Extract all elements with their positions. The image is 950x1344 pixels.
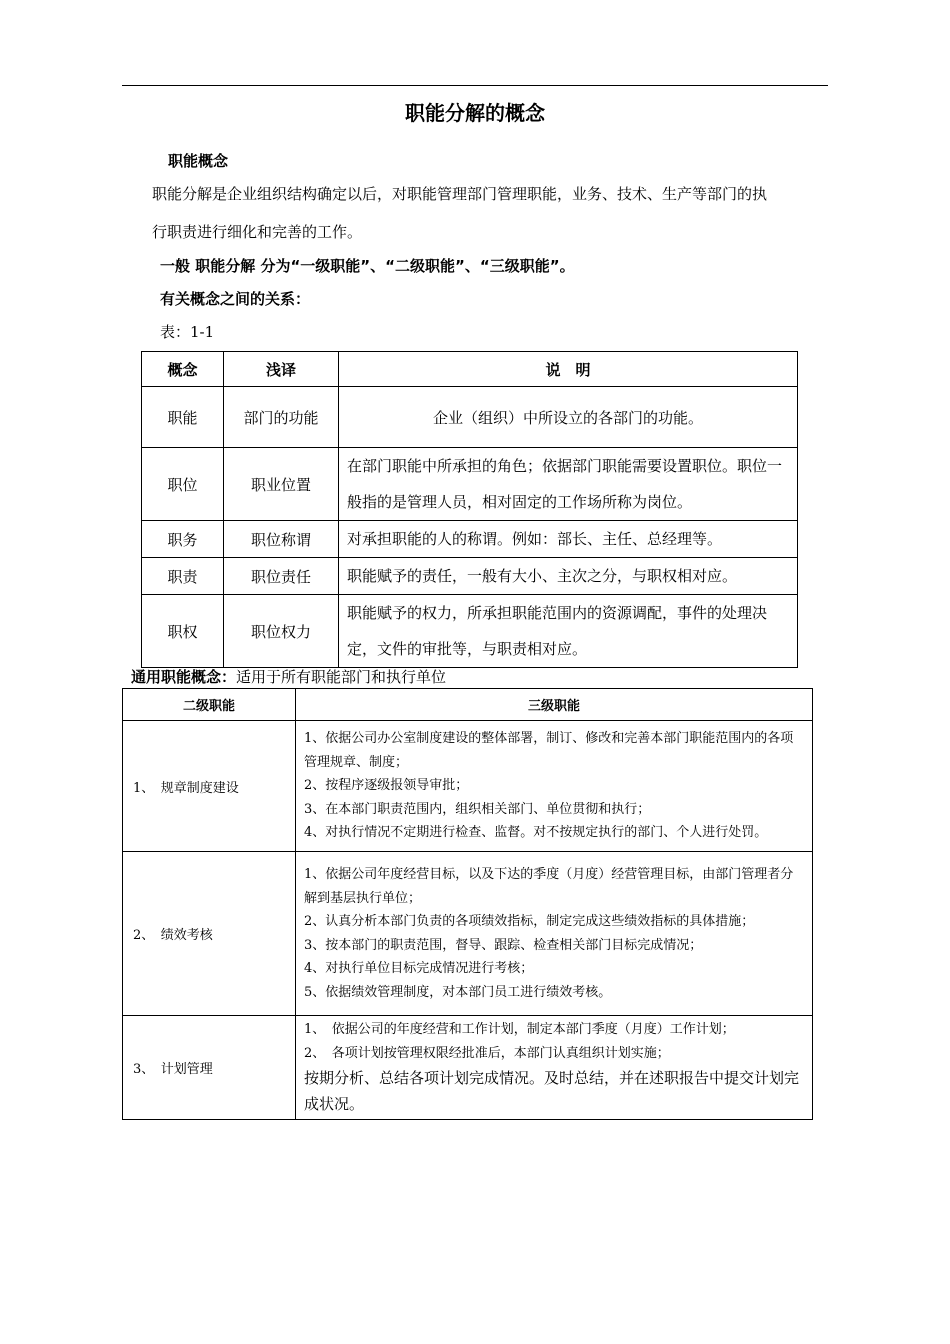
level2-cell: 3、 计划管理 bbox=[123, 1016, 296, 1120]
intro-line-2: 行职责进行细化和完善的工作。 bbox=[152, 223, 363, 241]
header-level2: 二级职能 bbox=[123, 689, 296, 721]
short-cell: 职位权力 bbox=[224, 595, 339, 668]
header-concept: 概念 bbox=[142, 352, 224, 387]
header-rule bbox=[122, 85, 828, 86]
short-cell: 职位责任 bbox=[224, 558, 339, 595]
table-row bbox=[123, 721, 813, 852]
list-item: 4、对执行情况不定期进行检查、监督。对不按规定执行的部门、个人进行处罚。 bbox=[304, 825, 768, 841]
level3-cell bbox=[296, 852, 813, 1016]
header-level3: 三级职能 bbox=[296, 689, 813, 721]
table-header-row bbox=[142, 352, 798, 387]
short-cell: 职位称谓 bbox=[224, 521, 339, 558]
level3-cell bbox=[296, 721, 813, 852]
table-row bbox=[142, 558, 798, 595]
short-cell: 部门的功能 bbox=[224, 387, 339, 448]
list-item: 3、按本部门的职责范围，督导、跟踪、检查相关部门目标完成情况； bbox=[304, 937, 703, 953]
table-row bbox=[142, 448, 798, 521]
list-item: 1、依据公司年度经营目标，以及下达的季度（月度）经营管理目标，由部门管理者分解到基层执行单位； bbox=[304, 867, 794, 906]
relation-heading: 有关概念之间的关系： bbox=[160, 290, 311, 308]
list-item: 3、在本部门职责范围内，组织相关部门、单位贯彻和执行； bbox=[304, 801, 651, 817]
table1-caption: 表：1-1 bbox=[160, 323, 215, 341]
general-concept-text: 适用于所有职能部门和执行单位 bbox=[236, 668, 447, 686]
list-item: 按期分析、总结各项计划完成情况。及时总结，并在述职报告中提交计划完成状况。 bbox=[304, 1069, 800, 1113]
level2-cell: 1、 规章制度建设 bbox=[123, 721, 296, 852]
concept-table bbox=[141, 351, 798, 668]
desc-cell: 职能赋予的权力，所承担职能范围内的资源调配，事件的处理决定，文件的审批等，与职责相对应。 bbox=[339, 595, 798, 668]
table-row bbox=[142, 595, 798, 668]
concept-cell: 职务 bbox=[142, 521, 224, 558]
concept-cell: 职能 bbox=[142, 387, 224, 448]
table-row bbox=[142, 521, 798, 558]
concept-cell: 职责 bbox=[142, 558, 224, 595]
concept-cell: 职权 bbox=[142, 595, 224, 668]
section-heading: 职能概念 bbox=[168, 152, 229, 170]
concept-cell: 职位 bbox=[142, 448, 224, 521]
level2-cell: 2、 绩效考核 bbox=[123, 852, 296, 1016]
list-item: 1、依据公司办公室制度建设的整体部署，制订、修改和完善本部门职能范围内的各项管理规章、制度； bbox=[304, 731, 794, 770]
table-header-row bbox=[123, 689, 813, 721]
desc-cell: 企业（组织）中所设立的各部门的功能。 bbox=[339, 387, 798, 448]
header-short: 浅译 bbox=[224, 352, 339, 387]
general-concept-label: 通用职能概念： bbox=[131, 668, 237, 686]
table-row bbox=[123, 852, 813, 1016]
list-item: 4、对执行单位目标完成情况进行考核； bbox=[304, 961, 534, 976]
list-item: 2、按程序逐级报领导审批； bbox=[304, 778, 469, 794]
desc-cell: 在部门职能中所承担的角色；依据部门职能需要设置职位。职位一般指的是管理人员，相对固定的工作场所称为岗位。 bbox=[339, 448, 798, 521]
general-concept-line bbox=[131, 666, 446, 687]
list-item: 1、 依据公司的年度经营和工作计划，制定本部门季度（月度）工作计划； bbox=[304, 1022, 735, 1037]
function-table bbox=[122, 688, 813, 1120]
intro-line-1: 职能分解是企业组织结构确定以后，对职能管理部门管理职能，业务、技术、生产等部门的执 bbox=[152, 185, 768, 203]
list-item: 2、认真分析本部门负责的各项绩效指标，制定完成这些绩效指标的具体措施； bbox=[304, 914, 755, 929]
page-title: 职能分解的概念 bbox=[405, 101, 545, 125]
desc-cell: 职能赋予的责任，一般有大小、主次之分，与职权相对应。 bbox=[339, 558, 798, 595]
level3-cell bbox=[296, 1016, 813, 1120]
header-desc: 说 明 bbox=[339, 352, 798, 387]
list-item: 5、依据绩效管理制度，对本部门员工进行绩效考核。 bbox=[304, 984, 612, 1000]
short-cell: 职业位置 bbox=[224, 448, 339, 521]
levels-line: 一般 职能分解 分为“一级职能”、“二级职能”、“三级职能”。 bbox=[160, 257, 575, 275]
table-row bbox=[142, 387, 798, 448]
desc-cell: 对承担职能的人的称谓。例如：部长、主任、总经理等。 bbox=[339, 521, 798, 558]
list-item: 2、 各项计划按管理权限经批准后，本部门认真组织计划实施； bbox=[304, 1045, 670, 1061]
table-row bbox=[123, 1016, 813, 1120]
